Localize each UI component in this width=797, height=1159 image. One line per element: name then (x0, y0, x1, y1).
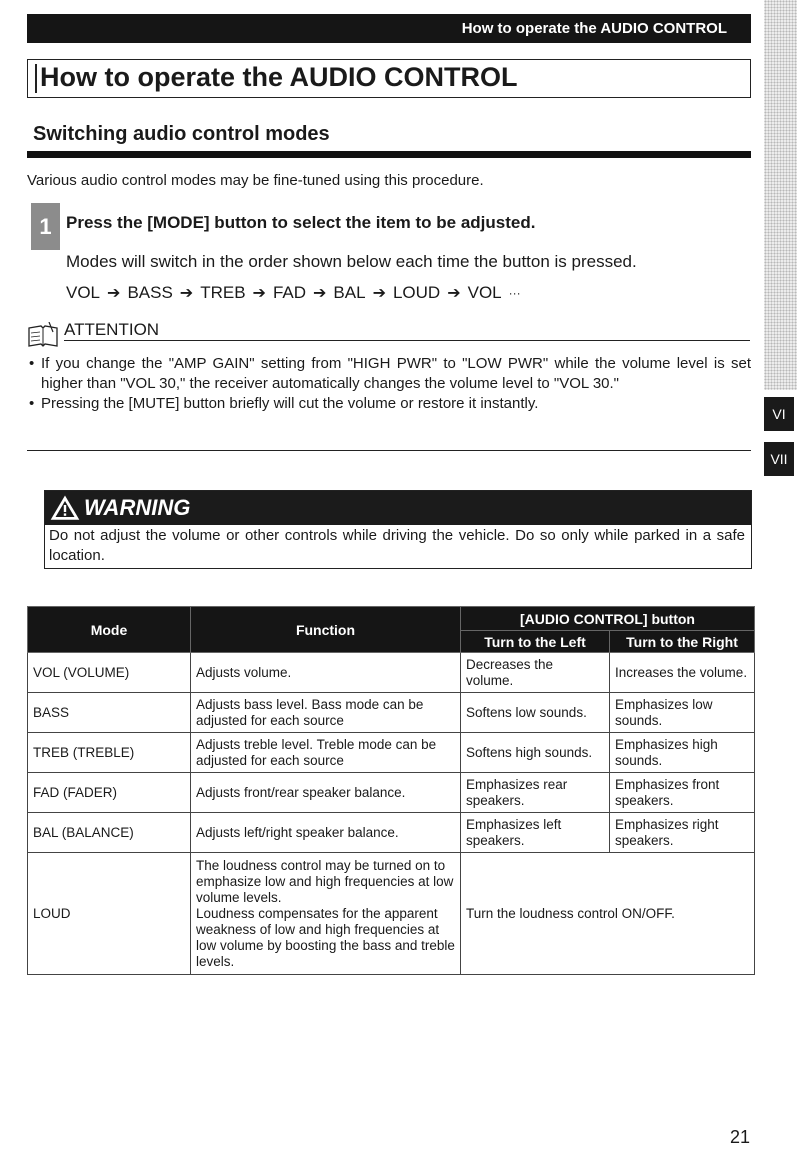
warning-text: Do not adjust the volume or other controls while driving the vehicle. Do so only while parked in a safe location. (49, 527, 745, 564)
attention-item: • Pressing the [MUTE] button briefly will cut the volume or restore it instantly. (27, 394, 751, 414)
header-mode: Mode (28, 607, 191, 653)
running-header-title: How to operate the AUDIO CONTROL (461, 20, 727, 37)
table-row (28, 693, 755, 733)
cell-left: Emphasizes left speakers. (461, 813, 610, 853)
section-heading: Switching audio control modes (33, 123, 330, 145)
warning-title: WARNING (84, 495, 191, 520)
arrow-right-icon: ➔ (447, 285, 461, 302)
header-turn-right: Turn to the Right (610, 631, 755, 653)
table-row (28, 773, 755, 813)
cell-left: Softens high sounds. (461, 733, 610, 773)
section-rule (27, 151, 751, 158)
arrow-right-icon: ➔ (107, 285, 121, 302)
attention-item: • If you change the "AMP GAIN" setting from "HIGH PWR" to "LOW PWR" while the volume level is set higher than "VOL 30," the receiver automatically changes the volume level to "VOL 30." (27, 354, 751, 394)
cell-loud-both: Turn the loudness control ON/OFF. (461, 853, 755, 975)
mode-seq-ellipsis: ··· (508, 286, 521, 300)
cell-function: Adjusts left/right speaker balance. (191, 813, 461, 853)
mode-seq-item: TREB (200, 283, 246, 302)
table-row-loud (28, 853, 755, 975)
title-box (27, 59, 751, 98)
mode-seq-item: BAL (333, 283, 366, 302)
mode-seq-item: FAD (272, 283, 307, 302)
side-decoration-strip (764, 0, 797, 390)
cell-function: Adjusts volume. (191, 653, 461, 693)
attention-rule-bottom (27, 450, 751, 451)
cell-mode: VOL (VOLUME) (28, 653, 191, 693)
loud-function-text-1: The loudness control may be turned on to emphasize low and high frequencies at low volume levels. (196, 857, 454, 905)
page-title: How to operate the AUDIO CONTROL (40, 62, 518, 92)
attention-label: ATTENTION (64, 320, 160, 339)
page-number: 21 (730, 1127, 751, 1147)
mode-seq-item: VOL (66, 283, 101, 302)
cell-left: Softens low sounds. (461, 693, 610, 733)
step-body: Modes will switch in the order shown below each time the button is pressed. (66, 252, 637, 271)
step-title: Press the [MODE] button to select the item to be adjusted. (66, 213, 536, 232)
cell-right: Emphasizes high sounds. (610, 733, 755, 773)
cell-function: Adjusts front/rear speaker balance. (191, 773, 461, 813)
step-number-badge: 1 (31, 203, 60, 250)
running-header (27, 14, 751, 43)
intro-text: Various audio control modes may be fine-tuned using this procedure. (27, 172, 484, 189)
attention-book-icon (27, 322, 59, 350)
side-tab-vi[interactable]: VI (764, 397, 794, 431)
cell-right: Emphasizes right speakers. (610, 813, 755, 853)
header-function: Function (191, 607, 461, 653)
warning-box (44, 490, 752, 569)
cell-mode: FAD (FADER) (28, 773, 191, 813)
mode-seq-item: LOUD (392, 283, 441, 302)
header-turn-left: Turn to the Left (461, 631, 610, 653)
cell-left: Emphasizes rear speakers. (461, 773, 610, 813)
cell-right: Increases the volume. (610, 653, 755, 693)
audio-mode-table (27, 606, 755, 975)
mode-sequence (66, 283, 521, 303)
attention-rule (64, 340, 750, 341)
cell-left: Decreases the volume. (461, 653, 610, 693)
arrow-right-icon: ➔ (252, 285, 266, 302)
cell-mode: BASS (28, 693, 191, 733)
arrow-right-icon: ➔ (372, 285, 386, 302)
side-tab-vii[interactable]: VII (764, 442, 794, 476)
cell-function-loud (191, 853, 461, 975)
cell-mode: TREB (TREBLE) (28, 733, 191, 773)
warning-header (45, 491, 751, 525)
table-row (28, 653, 755, 693)
loud-function-text-2: Loudness compensates for the apparent weakness of low and high frequencies at low volume by boosting the bass and treble levels. (196, 905, 455, 969)
cell-right: Emphasizes low sounds. (610, 693, 755, 733)
cell-mode: BAL (BALANCE) (28, 813, 191, 853)
mode-seq-item: VOL (467, 283, 502, 302)
cell-function: Adjusts treble level. Treble mode can be adjusted for each source (191, 733, 461, 773)
mode-seq-item: BASS (127, 283, 173, 302)
attention-list (27, 354, 751, 414)
table-row (28, 733, 755, 773)
arrow-right-icon: ➔ (313, 285, 327, 302)
arrow-right-icon: ➔ (179, 285, 194, 302)
header-audio-control: [AUDIO CONTROL] button (461, 607, 755, 631)
cell-right: Emphasizes front speakers. (610, 773, 755, 813)
table-row (28, 813, 755, 853)
warning-triangle-icon (50, 495, 80, 521)
cell-function: Adjusts bass level. Bass mode can be adjusted for each source (191, 693, 461, 733)
cell-mode: LOUD (28, 853, 191, 975)
